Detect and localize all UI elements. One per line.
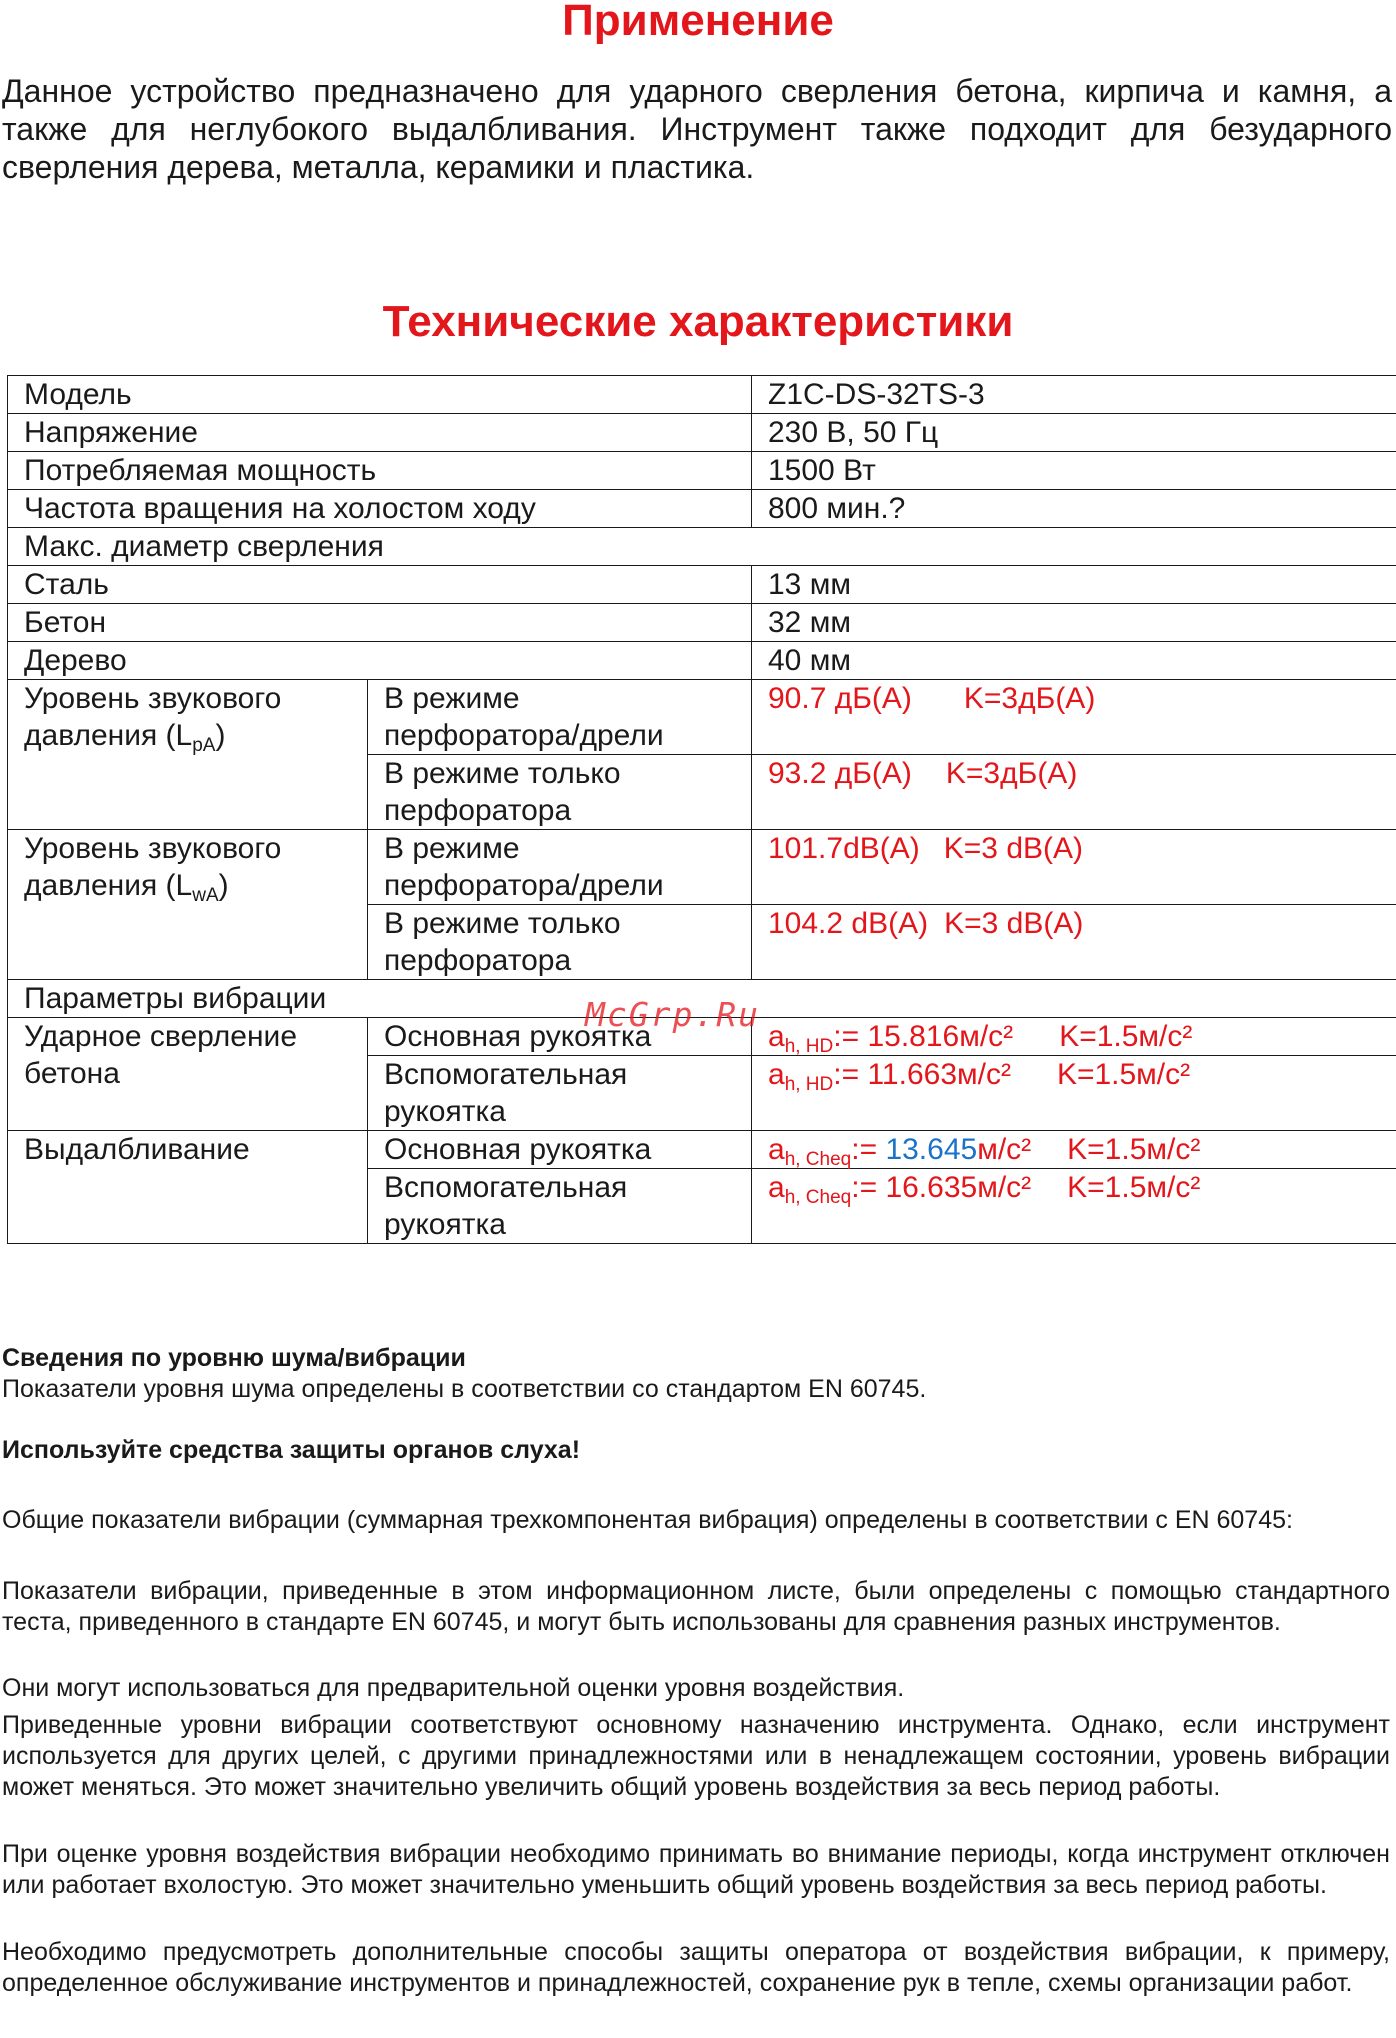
table-row — [8, 414, 1396, 452]
table-row — [8, 376, 1396, 414]
spec-value: 40 мм — [752, 642, 1396, 680]
lpa-mode-2-value: 93.2 дБ(А) K=3дБ(А) — [752, 755, 1396, 830]
spec-section-label: Макс. диаметр сверления — [8, 528, 1396, 566]
drilling-main-value: $a_{h, HD}:= 15.816м/с^2$ K=1.5м/с² — [752, 1018, 1396, 1056]
application-heading: Применение — [562, 0, 834, 45]
spec-label: Дерево — [8, 642, 752, 680]
specs-heading: Технические характеристики — [382, 297, 1014, 346]
spec-value: Z1C-DS-32TS-3 — [752, 376, 1396, 414]
drilling-aux-handle: Вспомогательная рукоятка — [368, 1056, 752, 1131]
chiselling-main-value: $a_{h, Cheq}:= 13.645м/с^2$ K=1.5м/с² — [752, 1131, 1396, 1169]
notes-paragraph: Общие показатели вибрации (суммарная трехкомпонентая вибрация) определены в соответствии с EN 60745: — [2, 1506, 1293, 1534]
table-row — [8, 566, 1396, 604]
table-row — [8, 528, 1396, 566]
spec-value: 230 В, 50 Гц — [752, 414, 1396, 452]
lwa-label: Уровень звукового давления $(L_{wA})$ — [8, 830, 368, 980]
spec-label: Модель — [8, 376, 752, 414]
spec-label: Частота вращения на холостом ходу — [8, 490, 752, 528]
chiselling-aux-value: $a_{h, Cheq}:= 16.635м/с^2$ K=1.5м/с² — [752, 1169, 1396, 1244]
table-row — [8, 680, 1396, 755]
spec-label: Напряжение — [8, 414, 752, 452]
table-row — [8, 1131, 1396, 1169]
notes-title: Сведения по уровню шума/вибрации — [2, 1344, 466, 1372]
notes-paragraph: Необходимо предусмотреть дополнительные способы защиты оператора от воздействия вибрации, к примеру, определенное обслуживание инструментов и принадлежностей, сохранение рук в тепле, схемы организации работ. — [2, 1938, 1390, 1997]
notes-paragraph: Приведенные уровни вибрации соответствуют основному назначению инструмента. Однако, если инструмент используется для других целей, с другими принадлежностями или в ненадлежащем состоянии, уровень вибрации может меняться. Это может значительно увеличить общий уровень воздействия за весь период работы. — [2, 1711, 1390, 1801]
drilling-label: Ударное сверление бетона — [8, 1018, 368, 1131]
table-row — [8, 452, 1396, 490]
drilling-aux-value: $a_{h, HD}:= 11.663м/с^2$ K=1.5м/с² — [752, 1056, 1396, 1131]
watermark: McGrp.Ru — [585, 995, 760, 1034]
notes-paragraph: Показатели вибрации, приведенные в этом информационном листе, были определены с помощью стандартного теста, приведенного в стандарте EN 60745, и могут быть использованы для сравнения разных инструментов. — [2, 1577, 1390, 1636]
spec-value: 13 мм — [752, 566, 1396, 604]
notes-paragraph: При оценке уровня воздействия вибрации необходимо принимать во внимание периоды, когда инструмент отключен или работает вхолостую. Это может значительно уменьшить общий уровень воздействия за весь период работы. — [2, 1840, 1390, 1899]
table-row — [8, 642, 1396, 680]
chiselling-label: Выдалбливание — [8, 1131, 368, 1244]
spec-value: 1500 Вт — [752, 452, 1396, 490]
lpa-mode-1: В режиме перфоратора/дрели — [368, 680, 752, 755]
lpa-mode-1-value: 90.7 дБ(А) K=3дБ(А) — [752, 680, 1396, 755]
hearing-protection-warning: Используйте средства защиты органов слуха! — [2, 1436, 581, 1464]
spec-value: 800 мин.? — [752, 490, 1396, 528]
lwa-mode-2: В режиме только перфоратора — [368, 905, 752, 980]
table-row — [8, 604, 1396, 642]
vibration-section-label: Параметры вибрации — [8, 980, 1396, 1018]
specs-table — [7, 375, 1396, 1244]
application-text: Данное устройство предназначено для ударного сверления бетона, кирпича и камня, а также для неглубокого выдалбливания. Инструмент также подходит для безударного сверления дерева, металла, керамики и пластика. — [2, 73, 1392, 185]
lpa-mode-2: В режиме только перфоратора — [368, 755, 752, 830]
lpa-label: Уровень звукового давления $(L_{pA})$ — [8, 680, 368, 830]
chiselling-aux-handle: Вспомогательная рукоятка — [368, 1169, 752, 1244]
lwa-mode-1-value: 101.7dB(A) K=3 dB(A) — [752, 830, 1396, 905]
spec-value: 32 мм — [752, 604, 1396, 642]
drilling-main-handle: Основная рукоятка — [368, 1018, 752, 1056]
spec-label: Бетон — [8, 604, 752, 642]
table-row — [8, 830, 1396, 905]
table-row — [8, 490, 1396, 528]
lwa-mode-1: В режиме перфоратора/дрели — [368, 830, 752, 905]
notes-paragraph: Они могут использоваться для предварительной оценки уровня воздействия. — [2, 1674, 905, 1702]
lwa-mode-2-value: 104.2 dB(A) K=3 dB(A) — [752, 905, 1396, 980]
notes-standard-line: Показатели уровня шума определены в соответствии со стандартом EN 60745. — [2, 1375, 927, 1403]
chiselling-main-handle: Основная рукоятка — [368, 1131, 752, 1169]
spec-label: Сталь — [8, 566, 752, 604]
spec-label: Потребляемая мощность — [8, 452, 752, 490]
